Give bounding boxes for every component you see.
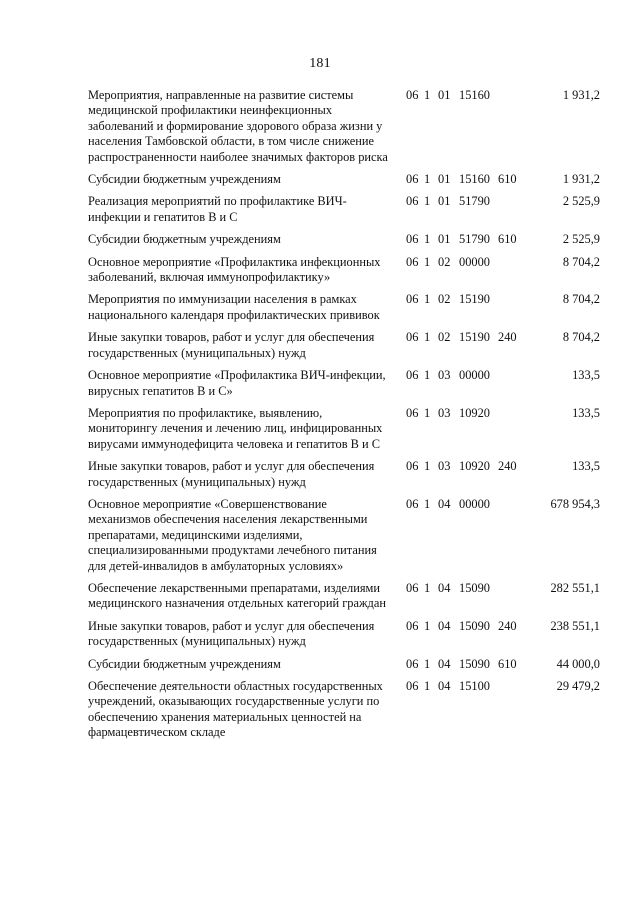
program-code: 06 — [406, 254, 419, 269]
table-row — [88, 194, 600, 225]
direction-code: 15190 — [459, 292, 490, 307]
direction-code: 10920 — [459, 459, 490, 474]
subprogram-code: 1 — [424, 679, 431, 693]
row-description: Обеспечение деятельности областных государственных учреждений, оказывающих государственные услуги по обеспечению хранения материальных ценностей на фармацевтическом складе — [88, 679, 383, 740]
amount: 238 551,1 — [550, 618, 600, 633]
row-description: Основное мероприятие «Совершенствование механизмов обеспечения населения лекарственными препаратами, медицинскими изделиями, специализированными продуктами лечебного питания для детей-инвалидов в амбулаторных условиях» — [88, 496, 377, 573]
program-code: 06 — [406, 618, 419, 633]
direction-code: 15090 — [459, 580, 490, 595]
table-row — [88, 497, 600, 574]
program-code: 06 — [406, 405, 419, 420]
program-code: 06 — [406, 292, 419, 307]
measure-code: 04 — [438, 679, 451, 693]
subprogram-code: 1 — [424, 580, 431, 595]
row-description: Мероприятия по профилактике, выявлению, мониторингу лечения и лечению лиц, инфицированных вирусами иммунодефицита человека и гепатитов В и С — [88, 405, 383, 451]
subprogram-code: 1 — [424, 232, 431, 247]
amount: 2 525,9 — [562, 194, 600, 209]
subprogram-code: 1 — [424, 618, 431, 633]
program-code: 06 — [406, 330, 419, 345]
program-code: 06 — [406, 580, 419, 595]
amount: 2 525,9 — [562, 232, 600, 247]
row-description: Иные закупки товаров, работ и услуг для обеспечения государственных (муниципальных) нужд — [88, 330, 375, 360]
amount: 133,5 — [572, 405, 600, 420]
subprogram-code: 1 — [424, 656, 431, 671]
amount: 678 954,3 — [550, 496, 600, 511]
measure-code: 01 — [438, 172, 451, 187]
subprogram-code: 1 — [424, 496, 431, 511]
table-row — [88, 679, 600, 741]
measure-code: 02 — [438, 330, 451, 345]
amount: 29 479,2 — [556, 679, 600, 693]
expense-type-code: 240 — [498, 459, 517, 474]
expense-type-code: 240 — [498, 330, 517, 345]
measure-code: 04 — [438, 496, 451, 511]
expense-type-code: 610 — [498, 232, 517, 247]
expense-type-code: 240 — [498, 618, 517, 633]
table-row — [88, 581, 600, 612]
direction-code: 00000 — [459, 496, 490, 511]
program-code: 06 — [406, 679, 419, 693]
program-code: 06 — [406, 368, 419, 383]
program-code: 06 — [406, 172, 419, 187]
amount: 133,5 — [572, 459, 600, 474]
table-row — [88, 368, 600, 399]
measure-code: 04 — [438, 656, 451, 671]
amount: 282 551,1 — [550, 580, 600, 595]
amount: 133,5 — [572, 368, 600, 383]
row-description: Субсидии бюджетным учреждениям — [88, 232, 281, 247]
row-description: Иные закупки товаров, работ и услуг для обеспечения государственных (муниципальных) нужд — [88, 618, 375, 649]
subprogram-code: 1 — [424, 368, 431, 383]
subprogram-code: 1 — [424, 194, 431, 209]
subprogram-code: 1 — [424, 172, 431, 187]
subprogram-code: 1 — [424, 254, 431, 269]
row-description: Основное мероприятие «Профилактика ВИЧ-инфекции, вирусных гепатитов В и С» — [88, 368, 386, 398]
direction-code: 15090 — [459, 656, 490, 671]
table-row — [88, 459, 600, 490]
table-row — [88, 255, 600, 286]
expense-type-code: 610 — [498, 172, 517, 187]
amount: 8 704,2 — [562, 292, 600, 307]
measure-code: 03 — [438, 459, 451, 474]
page-number: 181 — [309, 56, 331, 71]
row-description: Основное мероприятие «Профилактика инфекционных заболеваний, включая иммунопрофилактику» — [88, 254, 381, 285]
table-row — [88, 292, 600, 323]
row-description: Мероприятия по иммунизации населения в рамках национального календаря профилактических прививок — [88, 292, 380, 322]
table-row — [88, 232, 600, 247]
measure-code: 03 — [438, 368, 451, 383]
amount: 1 931,2 — [562, 172, 600, 187]
budget-table — [88, 88, 600, 748]
measure-code: 02 — [438, 292, 451, 307]
direction-code: 15090 — [459, 618, 490, 633]
subprogram-code: 1 — [424, 405, 431, 420]
subprogram-code: 1 — [424, 88, 431, 102]
table-row — [88, 657, 600, 672]
table-row — [88, 172, 600, 187]
program-code: 06 — [406, 496, 419, 511]
table-row — [88, 330, 600, 361]
program-code: 06 — [406, 194, 419, 209]
program-code: 06 — [406, 88, 419, 102]
measure-code: 01 — [438, 232, 451, 247]
subprogram-code: 1 — [424, 292, 431, 307]
table-row — [88, 406, 600, 452]
program-code: 06 — [406, 656, 419, 671]
row-description: Субсидии бюджетным учреждениям — [88, 656, 281, 671]
direction-code: 15160 — [459, 172, 490, 187]
table-row — [88, 619, 600, 650]
measure-code: 02 — [438, 254, 451, 269]
direction-code: 00000 — [459, 368, 490, 383]
direction-code: 15160 — [459, 88, 490, 102]
direction-code: 15190 — [459, 330, 490, 345]
measure-code: 04 — [438, 580, 451, 595]
direction-code: 15100 — [459, 679, 490, 693]
direction-code: 51790 — [459, 232, 490, 247]
measure-code: 01 — [438, 88, 451, 102]
row-description: Мероприятия, направленные на развитие системы медицинской профилактики неинфекционных заболеваний и формирование здорового образа жизни у населения Тамбовской области, в том числе снижение распространенности наиболее значимых факторов риска — [88, 88, 388, 164]
amount: 8 704,2 — [562, 254, 600, 269]
expense-type-code: 610 — [498, 656, 517, 671]
table-row — [88, 88, 600, 165]
direction-code: 51790 — [459, 194, 490, 209]
program-code: 06 — [406, 232, 419, 247]
direction-code: 10920 — [459, 405, 490, 420]
subprogram-code: 1 — [424, 330, 431, 345]
amount: 44 000,0 — [556, 656, 600, 671]
measure-code: 01 — [438, 194, 451, 209]
row-description: Обеспечение лекарственными препаратами, изделиями медицинского назначения отдельных категорий граждан — [88, 580, 386, 611]
subprogram-code: 1 — [424, 459, 431, 474]
row-description: Реализация мероприятий по профилактике ВИЧ-инфекции и гепатитов В и С — [88, 194, 347, 224]
amount: 1 931,2 — [562, 88, 600, 102]
measure-code: 04 — [438, 618, 451, 633]
measure-code: 03 — [438, 405, 451, 420]
amount: 8 704,2 — [562, 330, 600, 345]
row-description: Иные закупки товаров, работ и услуг для обеспечения государственных (муниципальных) нужд — [88, 459, 375, 489]
program-code: 06 — [406, 459, 419, 474]
row-description: Субсидии бюджетным учреждениям — [88, 172, 281, 187]
direction-code: 00000 — [459, 254, 490, 269]
